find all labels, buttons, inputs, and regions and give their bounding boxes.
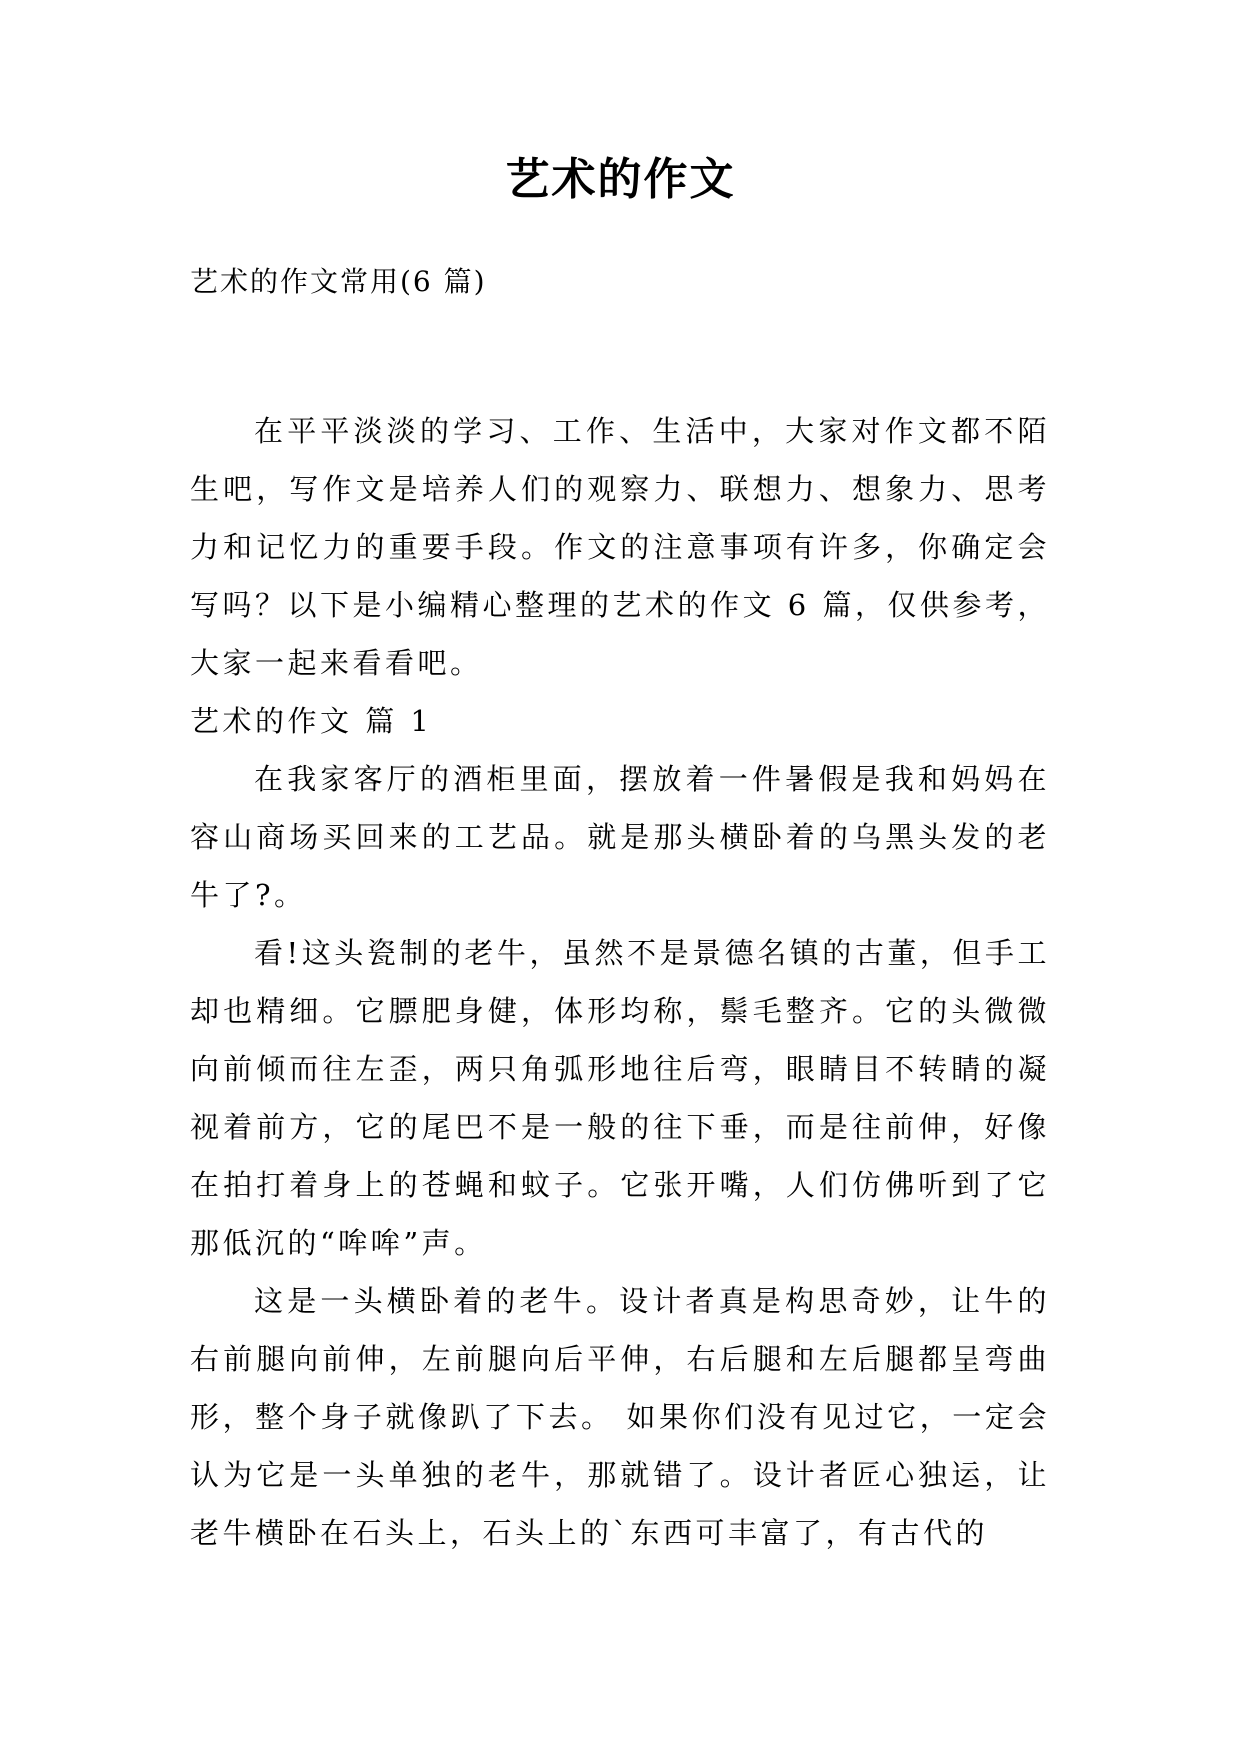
document-body bbox=[190, 402, 1050, 1562]
document-title: 艺术的作文 bbox=[505, 154, 736, 205]
body-paragraph: 看!这头瓷制的老牛，虽然不是景德名镇的古董，但手工却也精细。它膘肥身健，体形均称，鬃毛整齐。它的头微微向前倾而往左歪，两只角弧形地往后弯，眼睛目不转睛的凝视着前方，它的尾巴不是一般的往下垂，而是往前伸，好像在拍打着身上的苍蝇和蚊子。它张开嘴，人们仿佛听到了它那低沉的“哞哞”声。 bbox=[190, 936, 1050, 1260]
section-heading: 艺术的作文 篇 1 bbox=[190, 704, 433, 738]
body-paragraph: 在我家客厅的酒柜里面，摆放着一件暑假是我和妈妈在容山商场买回来的工艺品。就是那头横卧着的乌黑头发的老牛了?。 bbox=[190, 762, 1050, 912]
body-paragraph: 这是一头横卧着的老牛。设计者真是构思奇妙，让牛的右前腿向前伸，左前腿向后平伸，右后腿和左后腿都呈弯曲形，整个身子就像趴了下去。 如果你们没有见过它，一定会认为它是一头单独的老牛，那就错了。设计者匠心独运，让老牛横卧在石头上，石头上的`东西可丰富了，有古代的 bbox=[190, 1284, 1050, 1550]
document-subtitle: 艺术的作文常用(6 篇) bbox=[190, 265, 487, 298]
intro-paragraph: 在平平淡淡的学习、工作、生活中，大家对作文都不陌生吧，写作文是培养人们的观察力、联想力、想象力、思考力和记忆力的重要手段。作文的注意事项有许多，你确定会写吗？以下是小编精心整理的艺术的作文 6 篇，仅供参考，大家一起来看看吧。 bbox=[190, 414, 1050, 680]
